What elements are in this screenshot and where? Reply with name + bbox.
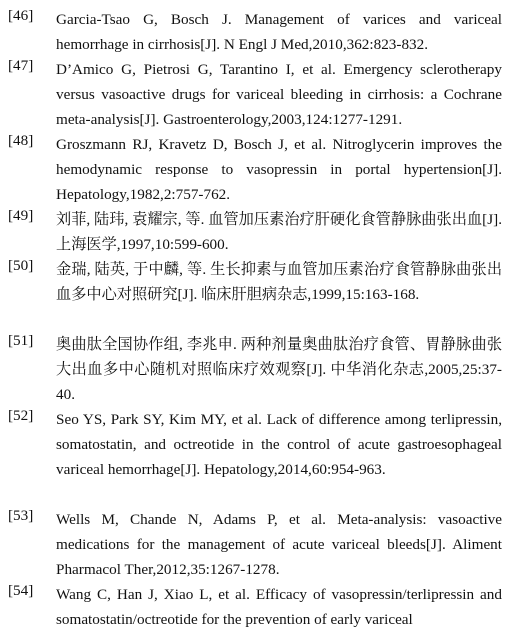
- reference-item: [0, 407, 502, 482]
- reference-item: [0, 132, 502, 207]
- reference-item: [0, 332, 502, 407]
- reference-number: [46]: [8, 7, 34, 24]
- reference-number: [51]: [8, 332, 34, 349]
- reference-text: Wang C, Han J, Xiao L, et al. Efficacy of vasopressin/terlipressin and somatostatin/octreotide for the prevention of early variceal: [56, 586, 502, 628]
- reference-number: [47]: [8, 57, 34, 74]
- reference-item: [0, 507, 502, 582]
- reference-text: Garcia-Tsao G, Bosch J. Management of varices and variceal hemorrhage in cirrhosis[J]. N Engl J Med,2010,362:823-832.: [56, 11, 502, 53]
- reference-number: [53]: [8, 507, 34, 524]
- reference-number: [49]: [8, 207, 34, 224]
- reference-text: D’Amico G, Pietrosi G, Tarantino I, et al. Emergency sclerotherapy versus vasoactive drugs for variceal bleeding in cirrhosis: a Cochrane meta-analysis[J]. Gastroenterology,2003,124:1277-1291.: [56, 61, 502, 128]
- reference-text: 金瑞, 陆英, 于中麟, 等. 生长抑素与血管加压素治疗食管静脉曲张出血多中心对照研究[J]. 临床肝胆病杂志,1999,15:163-168.: [56, 261, 502, 303]
- reference-item: [0, 257, 502, 307]
- reference-number: [52]: [8, 407, 34, 424]
- reference-item: [0, 57, 502, 132]
- reference-item: [0, 582, 502, 632]
- reference-item: [0, 207, 502, 257]
- reference-text: Wells M, Chande N, Adams P, et al. Meta-analysis: vasoactive medications for the management of acute variceal bleeds[J]. Aliment Pharmacol Ther,2012,35:1267-1278.: [56, 511, 502, 578]
- reference-text: 刘菲, 陆玮, 袁耀宗, 等. 血管加压素治疗肝硬化食管静脉曲张出血[J]. 上海医学,1997,10:599-600.: [56, 211, 502, 253]
- reference-text: Seo YS, Park SY, Kim MY, et al. Lack of difference among terlipressin, somatostatin, and octreotide in the control of acute gastroesophageal variceal hemorrhage[J]. Hepatology,2014,60:954-963.: [56, 411, 502, 478]
- reference-number: [48]: [8, 132, 34, 149]
- reference-number: [54]: [8, 582, 34, 599]
- reference-text: 奥曲肽全国协作组, 李兆申. 两种剂量奥曲肽治疗食管、胃静脉曲张大出血多中心随机对照临床疗效观察[J]. 中华消化杂志,2005,25:37-40.: [56, 336, 502, 403]
- reference-item: [0, 7, 502, 57]
- reference-text: Groszmann RJ, Kravetz D, Bosch J, et al. Nitroglycerin improves the hemodynamic response to vasopressin in portal hypertension[J]. Hepatology,1982,2:757-762.: [56, 136, 502, 203]
- reference-number: [50]: [8, 257, 34, 274]
